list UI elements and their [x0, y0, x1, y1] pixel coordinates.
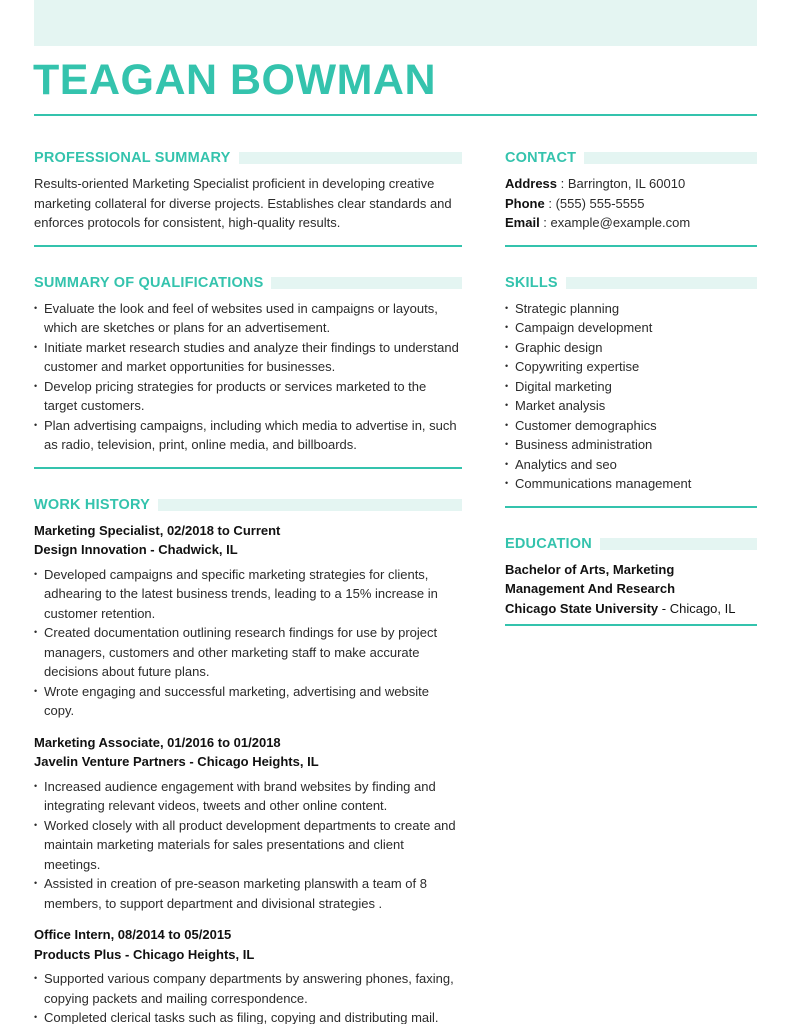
list-item: • Plan advertising campaigns, including which media to advertise in, such as radio, television, print, online media, and billboards.	[34, 416, 462, 455]
job-entry	[34, 925, 462, 1024]
section-title: CONTACT	[505, 150, 577, 166]
list-item: • Assisted in creation of pre-season marketing planswith a team of 8 members, to support department and divisional strategies .	[34, 874, 462, 913]
list-item: • Created documentation outlining research findings for use by project managers, customers and other marketing staff to make accurate decisions about future plans.	[34, 623, 462, 682]
list-item: • Digital marketing	[505, 377, 757, 397]
job-bullets	[34, 969, 462, 1024]
list-item: • Graphic design	[505, 338, 757, 358]
list-item: • Strategic planning	[505, 299, 757, 319]
section-title: PROFESSIONAL SUMMARY	[34, 150, 231, 166]
list-item: • Developed campaigns and specific marketing strategies for clients, adhearing to the latest business trends, leading to a 15% increase in customer retention.	[34, 565, 462, 624]
header-band	[34, 0, 757, 46]
section-divider	[34, 245, 462, 247]
list-item: • Develop pricing strategies for products or services marketed to the target customers.	[34, 377, 462, 416]
section-title-bar	[158, 499, 462, 511]
list-item: • Copywriting expertise	[505, 357, 757, 377]
list-item: • Market analysis	[505, 396, 757, 416]
list-item: • Campaign development	[505, 318, 757, 338]
section-title-bar	[271, 277, 462, 289]
job-bullets	[34, 777, 462, 914]
contact-section	[505, 148, 757, 247]
job-entry	[34, 733, 462, 914]
list-item: • Analytics and seo	[505, 455, 757, 475]
section-title-bar	[239, 152, 462, 164]
section-title-bar	[566, 277, 757, 289]
list-item: • Completed clerical tasks such as filing, copying and distributing mail.	[34, 1008, 462, 1024]
skills-section	[505, 273, 757, 508]
list-item: • Evaluate the look and feel of websites used in campaigns or layouts, which are sketches or plans for an advertisement.	[34, 299, 462, 338]
job-dates: 08/2014 to 05/2015	[114, 927, 232, 942]
job-location: Chicago Heights, IL	[129, 946, 255, 962]
job-company: Design Innovation - Chadwick, IL	[34, 542, 238, 557]
job-company: Products Plus - Chicago Heights, IL	[34, 946, 255, 962]
left-column	[34, 148, 462, 1024]
section-divider	[505, 245, 757, 247]
job-bullets	[34, 565, 462, 721]
contact-email: Email : example@example.com	[505, 215, 691, 230]
section-title-bar	[600, 538, 757, 550]
job-company: Javelin Venture Partners - Chicago Heights, IL	[34, 754, 319, 769]
list-item: • Increased audience engagement with brand websites by finding and integrating relevant videos, tweets and other online content.	[34, 777, 462, 816]
summary-text: Results-oriented Marketing Specialist proficient in developing creative marketing collateral for diverse projects. Establishes clear standards and enforces protocols for consistent, high-quality results.	[34, 176, 452, 230]
section-divider	[505, 624, 757, 626]
list-item: • Customer demographics	[505, 416, 757, 436]
section-title: SUMMARY OF QUALIFICATIONS	[34, 274, 264, 291]
job-dates: 01/2016 to 01/2018	[163, 734, 281, 750]
education-school: Chicago State University - Chicago, IL	[505, 600, 736, 616]
section-title: SKILLS	[505, 274, 558, 291]
contact-address: Address : Barrington, IL 60010	[505, 176, 686, 191]
job-dates: 02/2018 to Current	[163, 522, 281, 538]
header-divider	[34, 114, 757, 116]
job-location: Chicago Heights, IL	[193, 754, 319, 769]
section-title: WORK HISTORY	[34, 496, 150, 513]
job-title: Marketing Associate, 01/2016 to 01/2018	[34, 734, 281, 750]
list-item: • Supported various company departments by answering phones, faxing, copying packets and mailing correspondence.	[34, 969, 462, 1008]
job-title: Marketing Specialist, 02/2018 to Current	[34, 522, 281, 538]
list-item: • Communications management	[505, 474, 757, 494]
work-history-section	[34, 495, 462, 1024]
professional-summary-section	[34, 148, 462, 247]
job-entry	[34, 521, 462, 721]
section-divider	[34, 467, 462, 469]
education-section	[505, 534, 757, 627]
skills-list	[505, 299, 757, 494]
qualifications-list	[34, 299, 462, 455]
list-item: • Business administration	[505, 435, 757, 455]
candidate-name: TEAGAN BOWMAN	[33, 56, 437, 104]
qualifications-section	[34, 273, 462, 469]
section-divider	[505, 506, 757, 508]
right-column	[505, 148, 757, 652]
job-title: Office Intern, 08/2014 to 05/2015	[34, 927, 232, 942]
list-item: • Initiate market research studies and analyze their findings to understand customer and market opportunities for businesses.	[34, 338, 462, 377]
list-item: • Wrote engaging and successful marketing, advertising and website copy.	[34, 682, 462, 721]
section-title: EDUCATION	[505, 535, 592, 552]
contact-phone: Phone : (555) 555-5555	[505, 195, 645, 211]
section-title-bar	[584, 152, 757, 164]
job-location: Chadwick, IL	[154, 542, 238, 557]
list-item: • Worked closely with all product development departments to create and maintain marketing materials for sales presentations and client meetings.	[34, 816, 462, 875]
education-degree: Bachelor of Arts, Marketing Management And Research	[505, 561, 676, 596]
